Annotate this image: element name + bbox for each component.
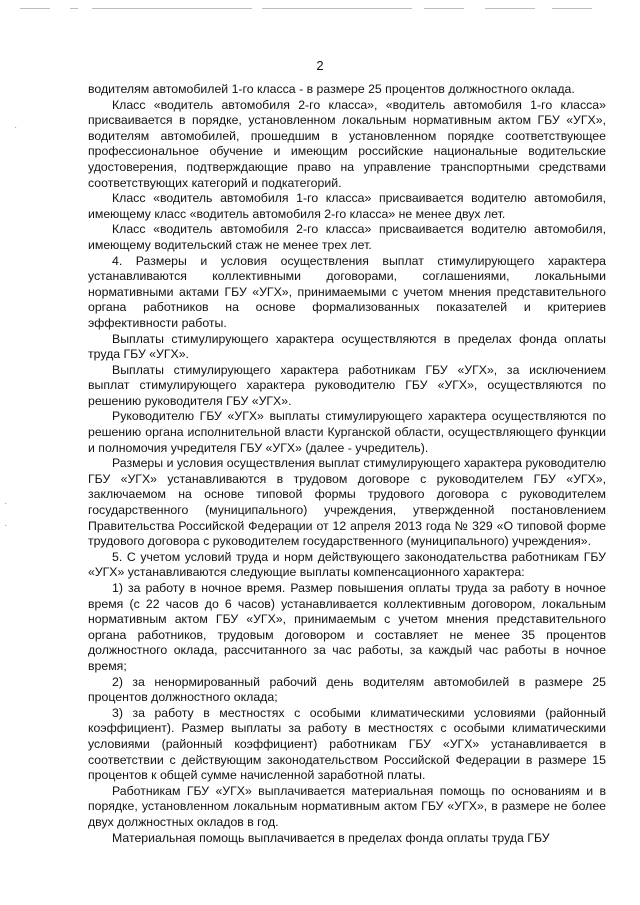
- paragraph-director-contract: Размеры и условия осуществления выплат стимулирующего характера руководителю ГБУ «УГХ» устанавливаются в трудовом договоре с руководителем ГБУ «УГХ», заключаемом на основе типовой формы трудового договора с руководителем государственного (муниципального) учреждения, утвержденной постановлением Правительства Российской Федерации от 12 апреля 2013 года № 329 «О типовой форме трудового договора с руководителем государственного (муниципального) учреждения».: [88, 456, 606, 549]
- paragraph-driver-class-assignment: Класс «водитель автомобиля 2-го класса», «водитель автомобиля 1-го класса» присваивается в порядке, установленном локальным нормативным актом ГБУ «УГХ», водителям автомобилей, прошедшим в установленном порядке соответствующее профессиональное обучение и имеющим российские национальные водительские удостоверения, подтверждающие право на управление транспортными средствами соответствующих категорий и подкатегорий.: [88, 97, 606, 190]
- paragraph-item-5: 5. С учетом условий труда и норм действующего законодательства работникам ГБУ «УГХ» устанавливаются следующие выплаты компенсационного характера:: [88, 549, 606, 580]
- paragraph-item-4: 4. Размеры и условия осуществления выплат стимулирующего характера устанавливаются коллективными договорами, соглашениями, локальными нормативными актами ГБУ «УГХ», принимаемыми с учетом мнения представительного органа работников на основе формализованных показателей и критериев эффективности работы.: [88, 253, 606, 330]
- paragraph-first-class: Класс «водитель автомобиля 1-го класса» присваивается водителю автомобиля, имеющему класс «водитель автомобиля 2-го класса» не менее двух лет.: [88, 191, 606, 221]
- paragraph-stimulus-workers: Выплаты стимулирующего характера работникам ГБУ «УГХ», за исключением выплат стимулирующего характера руководителю ГБУ «УГХ», осуществляются по решению руководителя ГБУ «УГХ».: [88, 362, 606, 408]
- margin-mark: ·: [4, 498, 8, 509]
- paragraph-stimulus-fund: Выплаты стимулирующего характера осуществляются в пределах фонда оплаты труда ГБУ «УГХ».: [88, 331, 606, 362]
- paragraph-material-aid-fund: Материальная помощь выплачивается в пределах фонда оплаты труда ГБУ: [112, 830, 550, 845]
- paragraph-stimulus-director: Руководителю ГБУ «УГХ» выплаты стимулирующего характера осуществляются по решению органа исполнительной власти Курганской области, осуществляющего функции и полномочия учредителя ГБУ «УГХ» (далее - учредитель).: [88, 409, 606, 455]
- paragraph-material-aid: Работникам ГБУ «УГХ» выплачивается материальная помощь по основаниям и в порядке, установленном локальным нормативным актом ГБУ «УГХ», в размере не более двух должностных окладов в год.: [88, 783, 606, 829]
- paragraph-continuation: водителям автомобилей 1-го класса - в размере 25 процентов должностного оклада.: [88, 82, 575, 96]
- paragraph-climate-coefficient: 3) за работу в местностях с особыми климатическими условиями (районный коэффициент). Размер выплаты за работу в местностях с особыми климатическими условиями (районный коэффициент) работникам ГБУ «УГХ» устанавливается в соответствии с действующим законодательством Российской Федерации в размере 15 процентов к общей сумме начисленной заработной платы.: [88, 705, 606, 783]
- margin-mark: ·: [14, 122, 18, 133]
- document-body: [88, 82, 606, 846]
- scan-top-artifact: [0, 8, 640, 12]
- page-number: 2: [316, 58, 324, 73]
- margin-mark: ·: [4, 520, 8, 531]
- paragraph-night-work: 1) за работу в ночное время. Размер повышения оплаты труда за работу в ночное время (с 22 часов до 6 часов) устанавливается коллективным договором, локальным нормативным актом ГБУ «УГХ», принимаемым с учетом мнения представительного органа работников, трудовым договором и составляет не менее 35 процентов должностного оклада, рассчитанного за час работы, за каждый час работы в ночное время;: [88, 581, 606, 673]
- paragraph-irregular-hours: 2) за ненормированный рабочий день водителям автомобилей в размере 25 процентов должностного оклада;: [88, 674, 606, 705]
- paragraph-second-class: Класс «водитель автомобиля 2-го класса» присваивается водителю автомобиля, имеющему водительский стаж не менее трех лет.: [88, 222, 606, 252]
